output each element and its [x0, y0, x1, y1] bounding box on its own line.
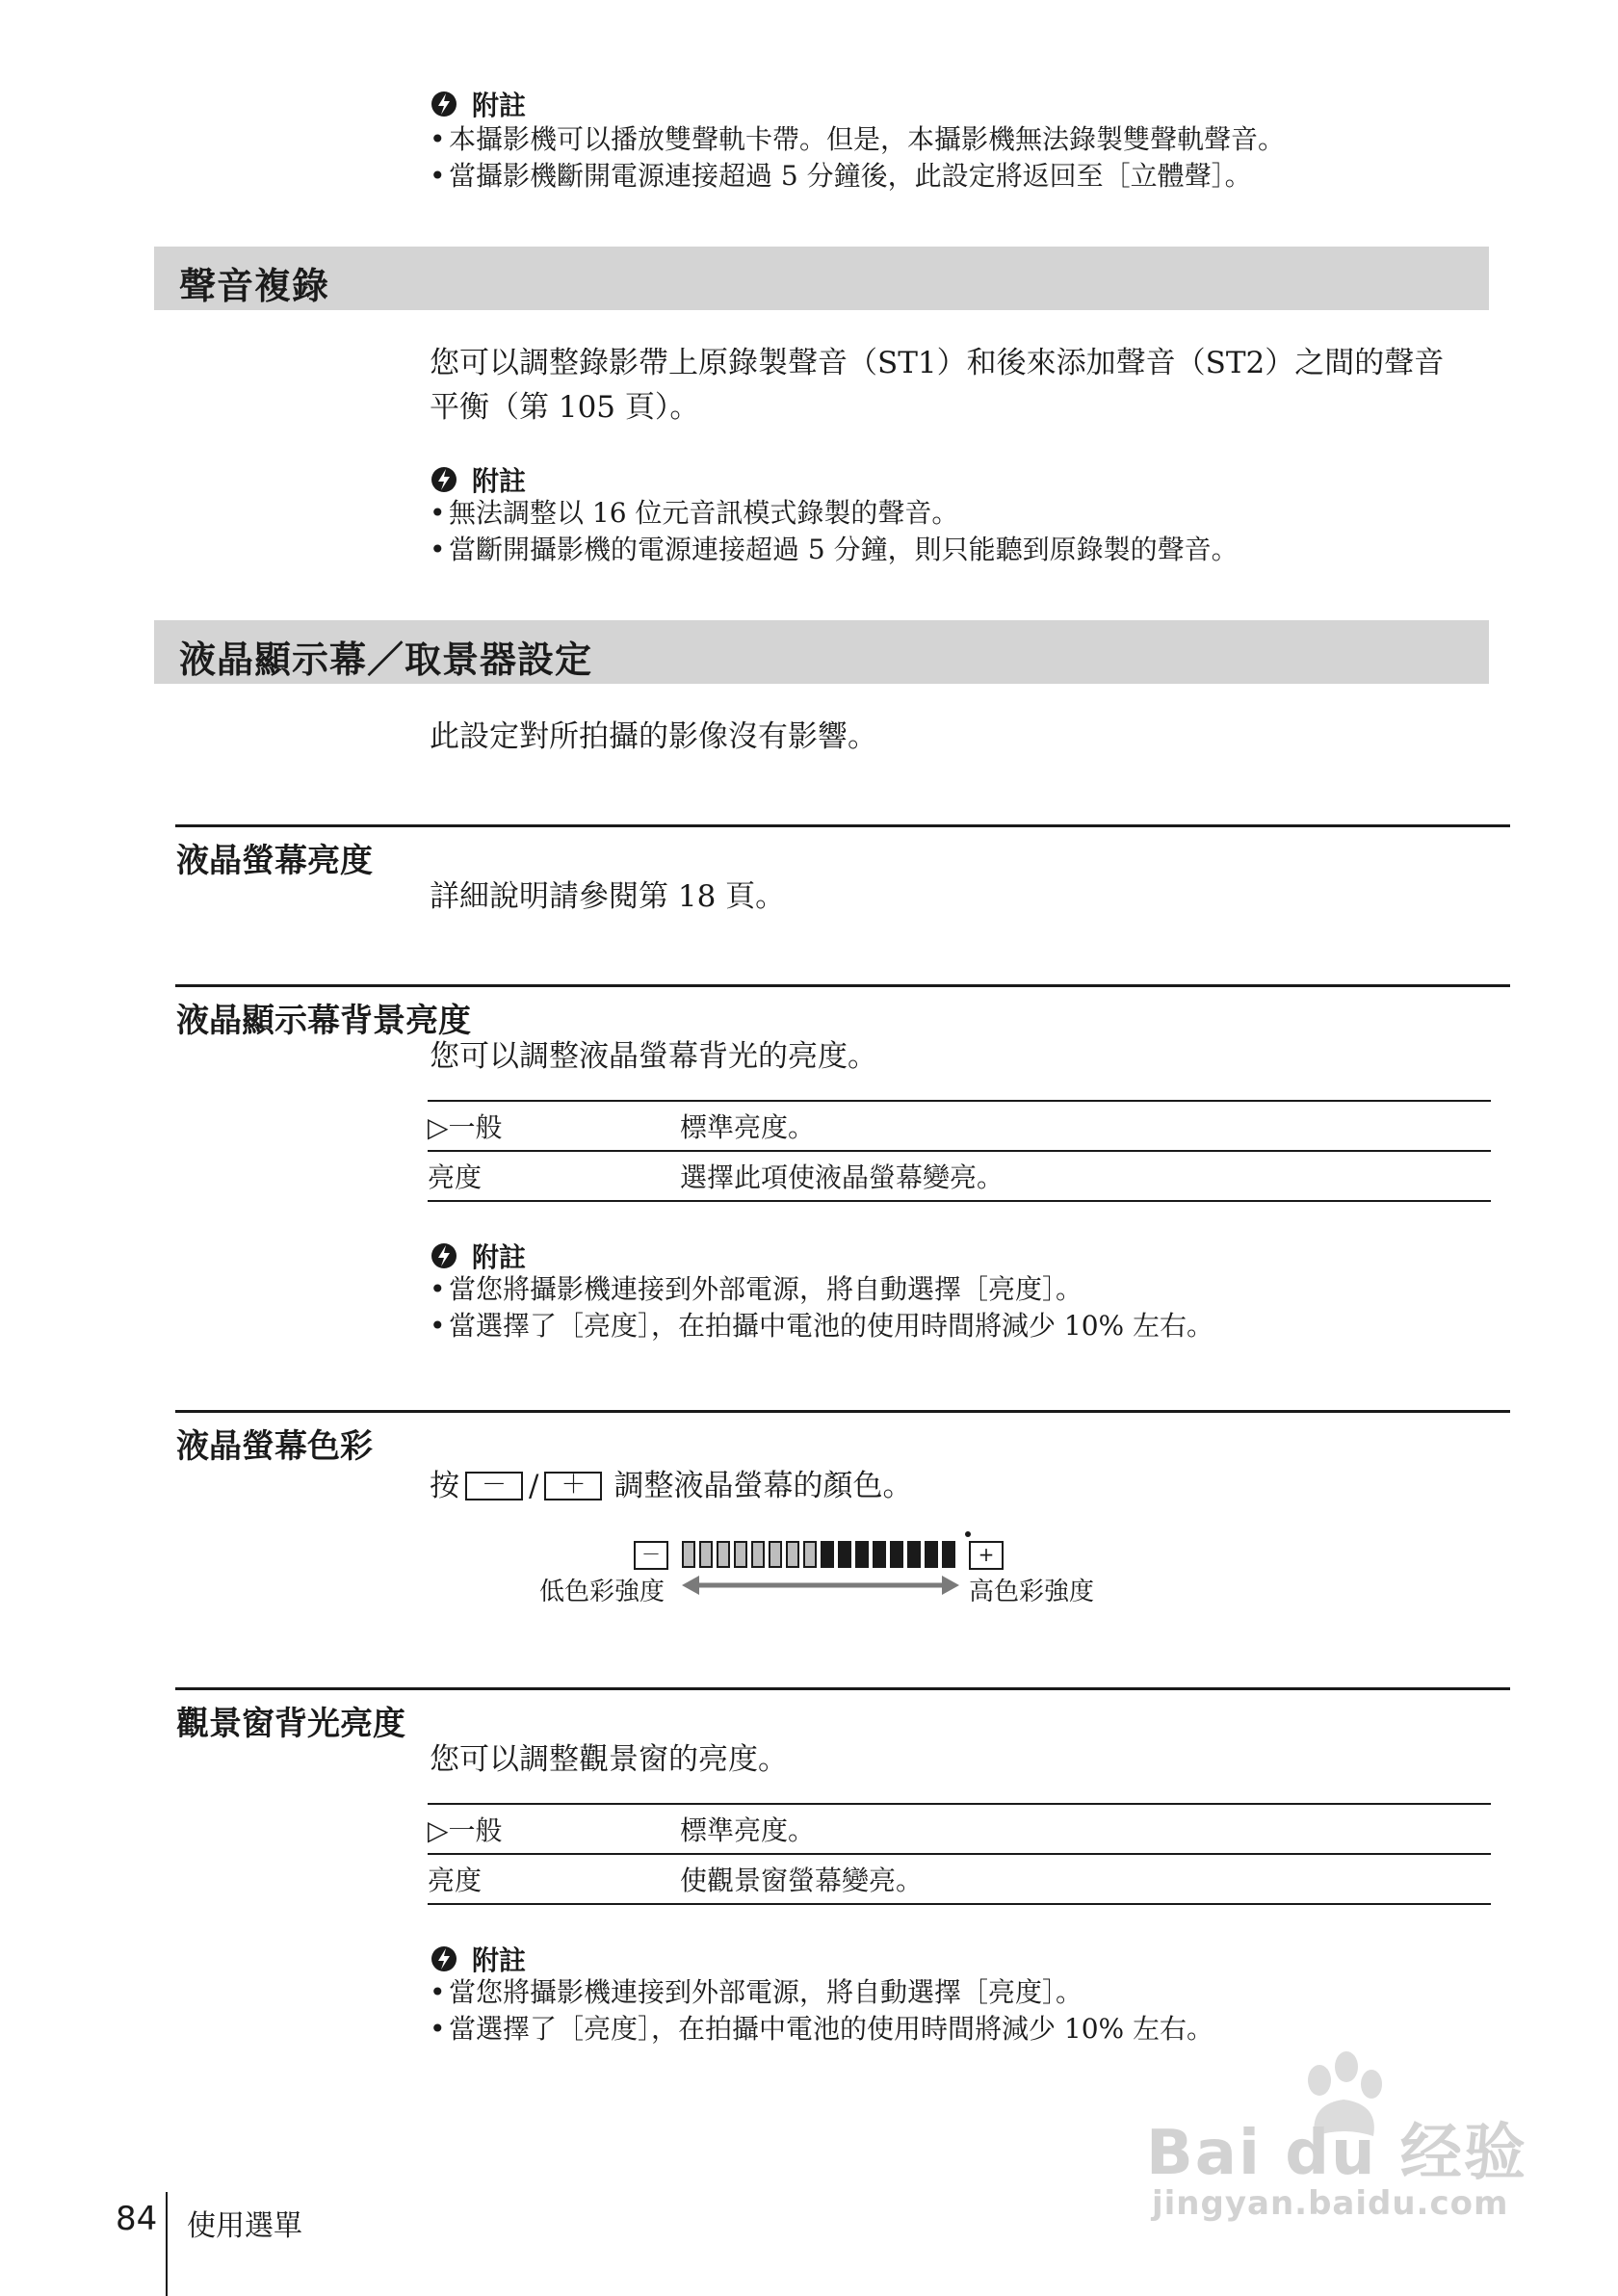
option-name: 亮度	[428, 1854, 680, 1904]
section-body: 此設定對所拍攝的影像沒有影響。	[430, 719, 877, 754]
level-segment	[855, 1541, 869, 1568]
note-label: 附註	[472, 1241, 527, 1273]
footer-section-label: 使用選單	[187, 2209, 302, 2243]
level-segment	[803, 1541, 817, 1568]
low-intensity-label: 低色彩強度	[539, 1578, 665, 1606]
note-list	[430, 1974, 1214, 2048]
options-table	[428, 1803, 1491, 1905]
level-segment	[734, 1541, 747, 1568]
level-segment	[907, 1541, 921, 1568]
level-segment	[699, 1541, 713, 1568]
note-item: • 無法調整以 16 位元音訊模式錄製的聲音。	[430, 495, 1239, 532]
level-segment	[751, 1541, 765, 1568]
subsection-rule	[175, 984, 1510, 987]
note-icon	[430, 1241, 458, 1270]
subsection-title: 液晶顯示幕背景亮度	[176, 1002, 471, 1040]
option-name: ▷一般	[428, 1804, 680, 1854]
note-item: • 當您將攝影機連接到外部電源，將自動選擇［亮度］。	[430, 1271, 1214, 1308]
note-item: • 當選擇了［亮度］，在拍攝中電池的使用時間將減少 10% 左右。	[430, 1308, 1214, 1344]
note-item: • 本攝影機可以播放雙聲軌卡帶。但是，本攝影機無法錄製雙聲軌聲音。	[430, 121, 1285, 158]
note-heading	[430, 85, 526, 123]
subsection-body	[430, 1464, 912, 1508]
subsection-rule	[175, 824, 1510, 827]
minus-icon: －	[634, 1541, 668, 1570]
note-item: • 當選擇了［亮度］，在拍攝中電池的使用時間將減少 10% 左右。	[430, 2011, 1214, 2048]
note-item: • 當您將攝影機連接到外部電源，將自動選擇［亮度］。	[430, 1974, 1214, 2011]
table-row	[428, 1804, 1491, 1854]
footer-divider	[166, 2192, 168, 2296]
note-list	[430, 1271, 1214, 1344]
note-heading	[430, 1940, 526, 1978]
body-text: 按	[430, 1469, 459, 1503]
table-row	[428, 1151, 1491, 1201]
subsection-rule	[175, 1410, 1510, 1413]
note-label: 附註	[472, 90, 527, 121]
subsection-title: 液晶螢幕亮度	[176, 842, 373, 880]
double-arrow-icon	[682, 1574, 959, 1597]
body-line: 您可以調整錄影帶上原錄製聲音（ST1）和後來添加聲音（ST2）之間的聲音	[430, 346, 1445, 380]
subsection-body: 詳細說明請參閱第 18 頁。	[430, 879, 786, 914]
color-level-bar	[682, 1541, 955, 1568]
level-segment	[786, 1541, 799, 1568]
center-dot-icon	[965, 1531, 971, 1537]
table-row	[428, 1854, 1491, 1904]
note-heading	[430, 460, 526, 499]
level-segment	[942, 1541, 955, 1568]
level-segment	[925, 1541, 938, 1568]
section-band-lcd	[154, 620, 1489, 684]
note-list	[430, 495, 1239, 568]
watermark-brand: Bai du 经验	[1146, 2118, 1527, 2189]
subsection-title: 液晶螢幕色彩	[176, 1427, 373, 1466]
note-heading	[430, 1237, 526, 1275]
watermark-url: jingyan.baidu.com	[1152, 2184, 1509, 2223]
options-table	[428, 1100, 1491, 1202]
note-list	[430, 121, 1285, 195]
table-row	[428, 1101, 1491, 1151]
level-segment	[890, 1541, 903, 1568]
note-icon	[430, 1944, 458, 1973]
separator: /	[529, 1469, 539, 1503]
level-segment	[838, 1541, 851, 1568]
color-diagram	[539, 1531, 1117, 1618]
note-item: • 當攝影機斷開電源連接超過 5 分鐘後，此設定將返回至［立體聲］。	[430, 158, 1285, 195]
option-desc: 選擇此項使液晶螢幕變亮。	[680, 1151, 1491, 1201]
level-segment	[682, 1541, 695, 1568]
subsection-title: 觀景窗背光亮度	[176, 1705, 405, 1743]
note-icon	[430, 465, 458, 494]
level-segment	[821, 1541, 834, 1568]
level-segment	[769, 1541, 782, 1568]
note-item: • 當斷開攝影機的電源連接超過 5 分鐘，則只能聽到原錄製的聲音。	[430, 532, 1239, 568]
level-segment	[873, 1541, 886, 1568]
minus-key-icon: －	[465, 1472, 523, 1500]
note-label: 附註	[472, 465, 527, 497]
option-name: 亮度	[428, 1151, 680, 1201]
section-band-dubbing	[154, 247, 1489, 310]
high-intensity-label: 高色彩強度	[969, 1578, 1095, 1606]
note-icon	[430, 90, 458, 118]
plus-icon: +	[969, 1541, 1004, 1570]
level-segment	[717, 1541, 730, 1568]
option-name: ▷一般	[428, 1101, 680, 1151]
section-title: 液晶顯示幕／取景器設定	[179, 639, 593, 681]
section-title: 聲音複錄	[179, 265, 330, 307]
body-line: 平衡（第 105 頁）。	[430, 390, 700, 425]
plus-key-icon: ＋	[544, 1472, 602, 1500]
option-desc: 使觀景窗螢幕變亮。	[680, 1854, 1491, 1904]
subsection-body: 您可以調整液晶螢幕背光的亮度。	[430, 1039, 877, 1074]
option-desc: 標準亮度。	[680, 1101, 1491, 1151]
section-body	[430, 341, 1444, 430]
body-text: 調整液晶螢幕的顏色。	[613, 1469, 913, 1503]
option-desc: 標準亮度。	[680, 1804, 1491, 1854]
subsection-body: 您可以調整觀景窗的亮度。	[430, 1742, 788, 1777]
page-number: 84	[116, 2200, 158, 2238]
subsection-rule	[175, 1687, 1510, 1690]
note-label: 附註	[472, 1944, 527, 1976]
